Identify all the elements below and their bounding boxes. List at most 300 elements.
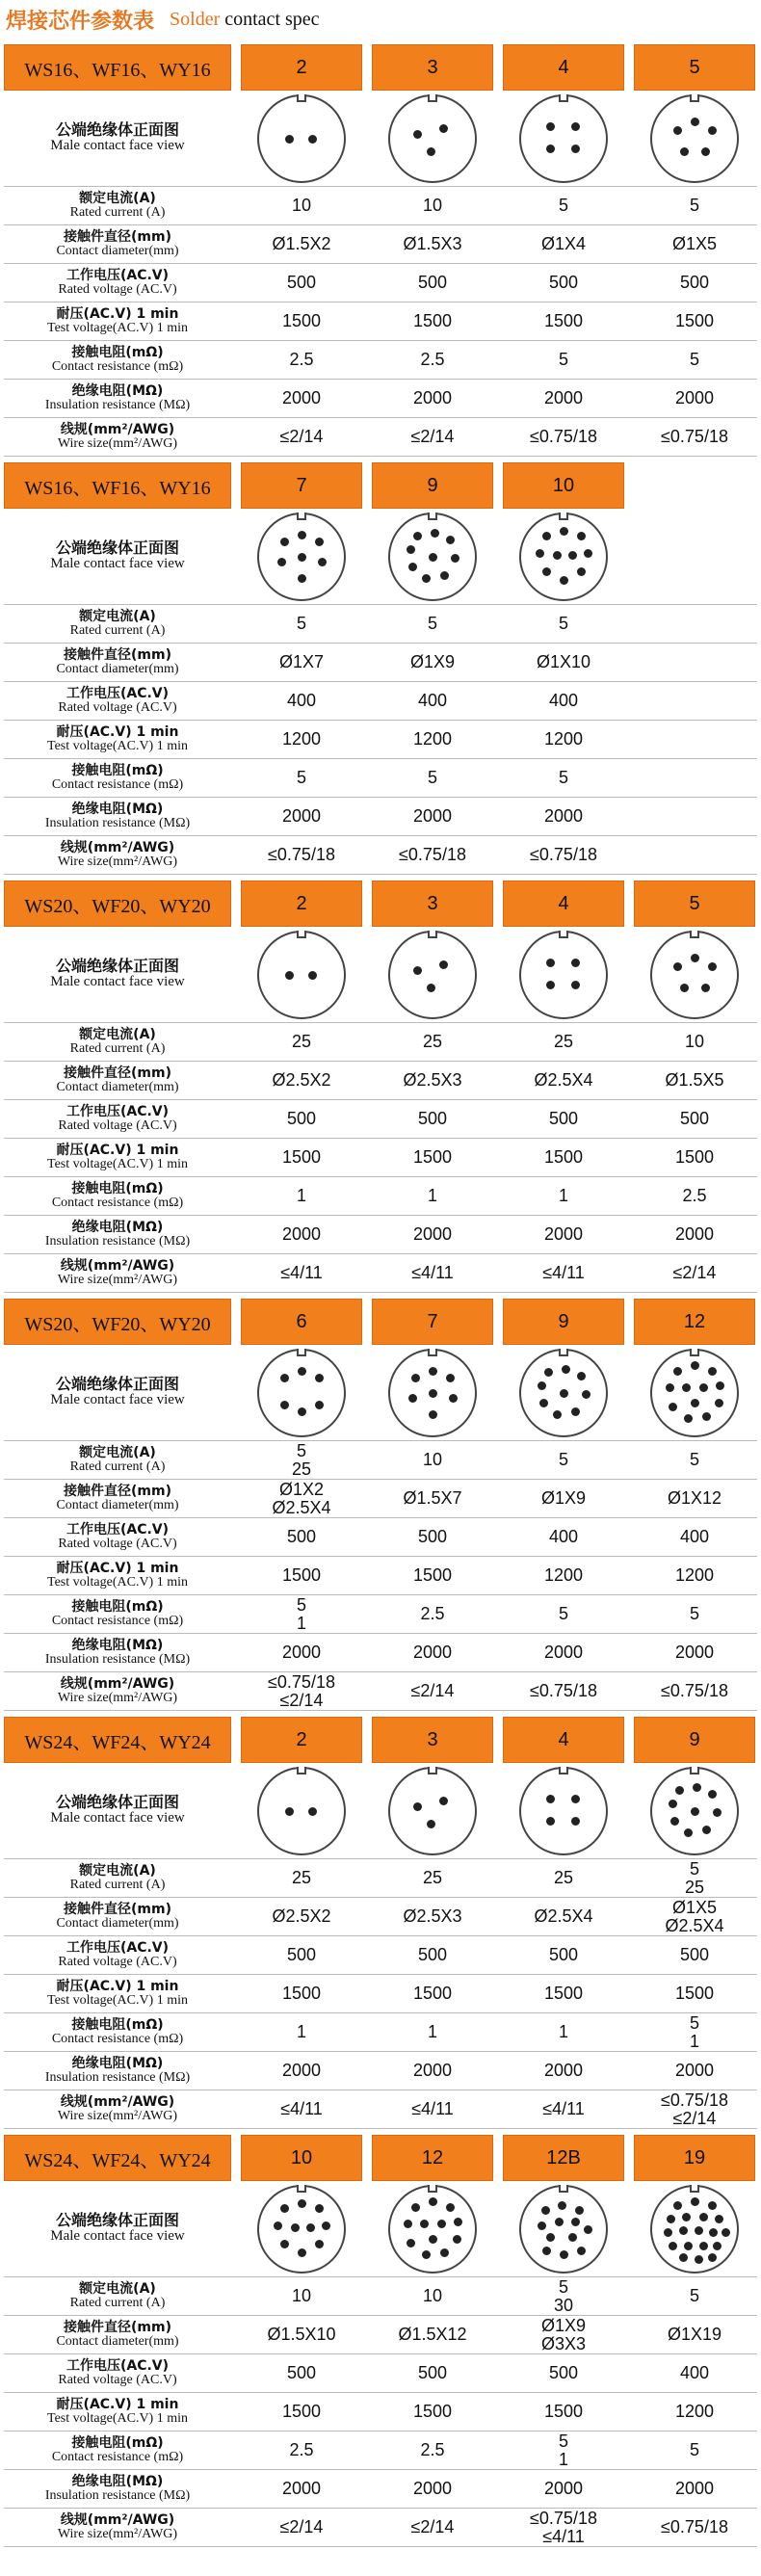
row-label-en: Wire size(mm²/AWG): [57, 2108, 178, 2123]
spec-value-line: 1200: [543, 1565, 584, 1586]
spec-value-line: ≤2/14: [672, 1263, 717, 1283]
spec-value-line: 500: [417, 1945, 448, 1965]
spec-value: [634, 1672, 755, 1710]
spec-value-line: 1500: [674, 311, 715, 331]
row-label-zh: 工作电压(AC.V): [66, 685, 170, 701]
spec-value-line: 1: [689, 2031, 699, 2051]
spec-value-line: 1500: [281, 2402, 322, 2422]
spec-value-line: 2000: [543, 2479, 584, 2499]
face-view-row: [4, 91, 757, 187]
row-label: [4, 682, 231, 720]
row-label-zh: 绝缘电阻(MΩ): [71, 1637, 164, 1653]
row-label-zh: 绝缘电阻(MΩ): [71, 2055, 164, 2071]
connector-face-diagram: [257, 94, 346, 183]
pin-dot: [584, 549, 592, 558]
spec-value: [372, 1100, 493, 1138]
row-label-zh: 接触电阻(mΩ): [71, 762, 164, 778]
connector-face-diagram: [257, 1349, 346, 1437]
spec-value: [241, 1100, 362, 1138]
connector-face-diagram: [257, 2185, 346, 2274]
pin-dot: [568, 2233, 577, 2242]
face-view-cell: [634, 1345, 755, 1440]
spec-value-line: 1500: [674, 1147, 715, 1168]
pin-dot: [679, 2226, 688, 2235]
spec-value-line: 5: [689, 196, 699, 216]
spec-value: [372, 1062, 493, 1099]
pin-dot: [716, 1381, 724, 1390]
row-label-en: Male contact face view: [50, 974, 185, 990]
title-zh: [6, 5, 154, 35]
pin-dot: [699, 1383, 708, 1392]
pin-dot: [315, 1401, 324, 1409]
pin-dot: [411, 1374, 420, 1382]
spec-value-line: ≤4/11: [280, 2099, 323, 2119]
pin-dot: [702, 1826, 711, 1834]
pin-dot: [577, 1372, 586, 1380]
connector-face-diagram: [388, 513, 477, 601]
face-view-cell: [634, 1763, 755, 1858]
spec-row-ins: [4, 1216, 757, 1254]
row-label: [4, 1254, 231, 1292]
spec-value-line: 2.5: [420, 2440, 445, 2460]
spec-value-line: ≤4/11: [411, 2099, 454, 2119]
spec-value: [241, 264, 362, 302]
connector-face-diagram: [519, 94, 608, 183]
pin-dot: [546, 981, 555, 989]
spec-row-test: [4, 2393, 757, 2431]
pin-dot: [404, 2220, 412, 2228]
row-label-zh: 线规(mm²/AWG): [60, 2093, 175, 2110]
pin-dot: [673, 1367, 682, 1376]
face-view-cell: [372, 927, 493, 1022]
spec-value-line: 500: [417, 273, 448, 293]
pin-dot: [708, 2201, 717, 2210]
pin-dot: [562, 1365, 570, 1374]
spec-value-line: 5: [558, 1450, 568, 1470]
spec-value: [503, 1936, 624, 1974]
spec-value-line: 2000: [674, 1643, 715, 1663]
row-label: [4, 187, 231, 224]
spec-value-line: 30: [553, 2295, 574, 2315]
row-label: [4, 1177, 231, 1215]
spec-row-volt: [4, 1936, 757, 1975]
connector-face-diagram: [650, 1767, 739, 1855]
series-label: WS20、WF20、WY20: [4, 881, 231, 927]
pin-dot: [439, 960, 448, 969]
spec-value: [503, 1441, 624, 1479]
pin-dot: [280, 538, 289, 546]
spec-value: [634, 264, 755, 302]
spec-value: [503, 1898, 624, 1935]
face-view-cell: [503, 1345, 624, 1440]
block-header: [4, 1299, 757, 1345]
row-label-en: Contact diameter(mm): [56, 2333, 179, 2349]
face-view-cell: [372, 1345, 493, 1440]
row-label: [4, 264, 231, 302]
pin-dot: [555, 2218, 564, 2226]
pin-dot: [413, 966, 422, 975]
spec-value: [241, 341, 362, 379]
spec-value: [503, 341, 624, 379]
spec-value: [372, 1898, 493, 1935]
face-view-cell: [503, 927, 624, 1022]
series-label: WS24、WF24、WY24: [4, 2135, 231, 2181]
spec-value: [503, 1518, 624, 1556]
spec-value: [634, 1518, 755, 1556]
spec-value: [634, 1139, 755, 1176]
pin-dot: [571, 1407, 580, 1416]
spec-row-test: [4, 721, 757, 759]
spec-row-ins: [4, 1634, 757, 1672]
spec-value-line: ≤0.75/18: [661, 1681, 728, 1701]
face-view-cell: [241, 91, 362, 186]
key-notch: [428, 1349, 437, 1356]
spec-value: [241, 2509, 362, 2546]
spec-value-line: 1: [427, 2022, 437, 2042]
row-label-zh: 线规(mm²/AWG): [60, 1257, 175, 1274]
spec-value-line: 2.5: [289, 350, 314, 370]
spec-value-line: Ø2.5X4: [534, 1070, 593, 1091]
spec-value: [372, 1672, 493, 1710]
pin-count-header: 12B: [503, 2135, 624, 2181]
spec-row-wire: [4, 2090, 757, 2129]
spec-row-current: [4, 187, 757, 225]
spec-value: [503, 2013, 624, 2051]
row-label-zh: 线规(mm²/AWG): [60, 421, 175, 437]
spec-value-line: 2000: [281, 1224, 322, 1245]
spec-value: [503, 644, 624, 681]
pin-dot: [691, 1807, 699, 1816]
pin-dot: [669, 1403, 677, 1411]
pin-dot: [675, 1786, 684, 1795]
row-label-en: Contact diameter(mm): [56, 243, 179, 258]
spec-value-line: 2000: [412, 806, 453, 827]
spec-value-line: 1500: [412, 311, 453, 331]
spec-value: [634, 2052, 755, 2090]
spec-value-line: 2000: [281, 2061, 322, 2081]
row-label: [4, 2354, 231, 2392]
spec-value: [503, 1023, 624, 1061]
face-view-cell: [503, 2181, 624, 2276]
spec-value: [372, 2013, 493, 2051]
pin-count-header: 10: [241, 2135, 362, 2181]
spec-value-line: 2.5: [682, 1186, 707, 1206]
row-label-zh: 线规(mm²/AWG): [60, 1675, 175, 1692]
pin-dot: [582, 1390, 590, 1399]
spec-value-line: ≤4/11: [280, 1263, 323, 1283]
spec-value-line: ≤2/14: [672, 2108, 717, 2128]
spec-value-line: 500: [548, 2363, 579, 2383]
pin-dot: [542, 567, 551, 576]
spec-value: [372, 2316, 493, 2353]
spec-value-line: 2.5: [289, 2440, 314, 2460]
row-label-en: Rated current (A): [69, 1040, 166, 1056]
spec-value: [241, 1254, 362, 1292]
pin-dot: [280, 1401, 289, 1409]
connector-face-diagram: [650, 1349, 739, 1437]
row-label: [4, 341, 231, 379]
pin-count-header: 9: [503, 1299, 624, 1345]
key-notch: [690, 2185, 699, 2193]
row-label-zh: 工作电压(AC.V): [66, 2357, 170, 2374]
pin-dot: [695, 2255, 703, 2264]
pin-dot: [439, 1797, 448, 1805]
spec-value: [241, 1595, 362, 1633]
pin-dot: [701, 984, 710, 992]
row-label-en: Wire size(mm²/AWG): [57, 435, 178, 451]
face-view-cell: [503, 91, 624, 186]
row-label: [4, 798, 231, 835]
row-label-en: Rated voltage (AC.V): [58, 1117, 177, 1133]
pin-dot: [571, 959, 580, 967]
pin-dot: [708, 1367, 717, 1376]
spec-value-line: 2000: [281, 806, 322, 827]
connector-face-diagram: [519, 2185, 608, 2274]
pin-count-header: 12: [634, 1299, 755, 1345]
pin-dot: [411, 2203, 420, 2212]
spec-value: [241, 1859, 362, 1897]
spec-value: [372, 1216, 493, 1253]
spec-value-line: 2000: [412, 1224, 453, 1245]
row-label-en: Contact resistance (mΩ): [51, 1613, 184, 1628]
row-label: [4, 418, 231, 456]
key-notch: [428, 2185, 437, 2193]
row-label: [4, 1898, 231, 1935]
pin-dot: [679, 2253, 688, 2262]
spec-value-line: ≤2/14: [410, 1681, 455, 1701]
row-label: [4, 225, 231, 263]
spec-value-line: ≤0.75/18: [661, 2517, 728, 2537]
face-view-cell: [372, 91, 493, 186]
key-notch: [297, 513, 306, 520]
spec-row-current: [4, 1023, 757, 1062]
row-label-zh: 绝缘电阻(MΩ): [71, 382, 164, 399]
row-label-zh: 工作电压(AC.V): [66, 267, 170, 283]
spec-value: [241, 1480, 362, 1517]
row-label-zh: 耐压(AC.V) 1 min: [56, 1142, 179, 1158]
row-label-zh: 额定电流(A): [79, 2280, 156, 2297]
spec-value-line: Ø2.5X4: [534, 1906, 593, 1927]
spec-value-line: 5: [689, 2440, 699, 2460]
spec-value: [372, 1936, 493, 1974]
spec-value: [503, 2052, 624, 2090]
row-label-zh: 接触件直径(mm): [64, 228, 171, 245]
connector-face-diagram: [388, 94, 477, 183]
spec-value-line: ≤0.75/18: [661, 2090, 728, 2110]
pin-dot: [306, 2223, 315, 2232]
spec-value-line: ≤4/11: [542, 1263, 585, 1283]
spec-value-line: 5: [427, 614, 437, 634]
spec-value: [634, 2431, 755, 2469]
pin-dot: [285, 971, 294, 980]
spec-value-line: 1500: [412, 1565, 453, 1586]
pin-dot: [577, 532, 586, 540]
spec-value: [241, 2316, 362, 2353]
pin-count-header: 4: [503, 881, 624, 927]
spec-value-line: ≤2/14: [279, 2517, 324, 2537]
spec-row-res: [4, 1595, 757, 1634]
pin-dot: [413, 532, 422, 540]
spec-value: [241, 1936, 362, 1974]
spec-value: [241, 836, 362, 874]
pin-dot: [669, 2242, 677, 2250]
row-label-en: Wire size(mm²/AWG): [57, 2526, 178, 2541]
pin-dot: [546, 959, 555, 967]
spec-value-line: 5: [558, 350, 568, 370]
spec-value-line: ≤2/14: [410, 427, 455, 447]
pin-dot: [413, 130, 422, 139]
row-label-en: Insulation resistance (MΩ): [44, 815, 191, 830]
connector-face-diagram: [388, 1767, 477, 1855]
key-notch: [428, 1767, 437, 1774]
spec-row-ins: [4, 798, 757, 836]
spec-value-line: 2000: [281, 1643, 322, 1663]
spec-value: [241, 418, 362, 456]
pin-dot: [291, 2223, 300, 2232]
row-label-zh: 额定电流(A): [79, 1026, 156, 1042]
row-label: [4, 605, 231, 643]
spec-value-line: 1500: [412, 1147, 453, 1168]
spec-row-ins: [4, 380, 757, 418]
pin-dot: [673, 2201, 682, 2210]
pin-count-header: 19: [634, 2135, 755, 2181]
spec-value-line: 2000: [674, 2061, 715, 2081]
row-label: [4, 1518, 231, 1556]
spec-value-line: 1200: [412, 729, 453, 749]
pin-dot: [407, 2239, 415, 2247]
spec-value: [241, 2393, 362, 2431]
spec-value: [503, 1100, 624, 1138]
pin-dot: [693, 1783, 701, 1792]
pin-dot: [280, 2240, 289, 2248]
spec-value-line: Ø1.5X10: [267, 2325, 336, 2345]
spec-value: [241, 2354, 362, 2392]
spec-value-line: 2000: [674, 2479, 715, 2499]
spec-value-line: Ø1X7: [278, 652, 325, 672]
pin-dot: [546, 1817, 555, 1826]
spec-row-current: [4, 1859, 757, 1898]
spec-value-line: 5: [689, 1858, 699, 1879]
spec-value: [634, 1595, 755, 1633]
pin-count-header: 2: [241, 881, 362, 927]
pin-dot: [667, 2215, 675, 2223]
spec-value: [503, 1595, 624, 1633]
pin-dot: [451, 554, 459, 563]
row-label-en: Male contact face view: [50, 556, 185, 572]
spec-value-line: 1500: [281, 1565, 322, 1586]
pin-count-header: 10: [503, 462, 624, 509]
key-notch: [428, 513, 437, 520]
spec-value-line: 400: [679, 2363, 710, 2383]
spec-value: [503, 302, 624, 340]
spec-value: [503, 1254, 624, 1292]
spec-value: [372, 264, 493, 302]
spec-value: [634, 1023, 755, 1061]
row-label-en: Male contact face view: [50, 1810, 185, 1827]
pin-dot: [440, 2248, 449, 2257]
spec-row-diam: [4, 1062, 757, 1100]
block-header: [4, 1717, 757, 1763]
spec-value-line: 1: [296, 1186, 306, 1206]
block-header: [4, 881, 757, 927]
spec-value: [372, 2052, 493, 2090]
key-notch: [559, 94, 568, 102]
spec-value-line: 25: [684, 1877, 705, 1897]
spec-row-res: [4, 1177, 757, 1216]
row-label-zh: 绝缘电阻(MΩ): [71, 801, 164, 817]
row-label-zh: 公端绝缘体正面图: [55, 1375, 179, 1394]
row-label: [4, 1216, 231, 1253]
spec-value-line: 500: [679, 1945, 710, 1965]
spec-value: [372, 1557, 493, 1594]
pin-dot: [670, 1817, 679, 1826]
pin-dot: [413, 1802, 422, 1811]
pin-dot: [571, 2218, 580, 2226]
row-label-en: Rated current (A): [69, 1877, 166, 1892]
key-notch: [559, 1349, 568, 1356]
spec-value-line: ≤0.75/18: [530, 1681, 597, 1701]
spec-value-line: 1200: [674, 1565, 715, 1586]
row-label-zh: 接触件直径(mm): [64, 1065, 171, 1081]
pin-dot: [429, 553, 437, 562]
spec-value-line: ≤0.75/18: [399, 845, 466, 865]
spec-value: [372, 302, 493, 340]
pin-dot: [691, 1361, 699, 1370]
spec-value-line: 500: [286, 273, 317, 293]
spec-value: [372, 644, 493, 681]
spec-block-5: [4, 2135, 757, 2547]
row-label: [4, 721, 231, 758]
pin-dot: [708, 126, 717, 135]
pin-dot: [285, 1807, 294, 1816]
block-header: [4, 462, 757, 509]
pin-dot: [699, 2213, 708, 2221]
spec-value: [503, 1634, 624, 1671]
row-label-en: Insulation resistance (MΩ): [44, 2487, 191, 2503]
face-view-row: [4, 2181, 757, 2277]
row-label: [4, 1023, 231, 1061]
spec-block-2: [4, 881, 757, 1293]
spec-value-line: 500: [286, 1945, 317, 1965]
spec-value-line: 5: [296, 1440, 306, 1460]
spec-value-line: 25: [553, 1032, 574, 1052]
spec-row-volt: [4, 682, 757, 721]
spec-value: [372, 1023, 493, 1061]
pin-dot: [429, 2235, 437, 2244]
spec-value-line: 2000: [543, 1224, 584, 1245]
pin-dot: [439, 124, 448, 133]
row-label-en: Rated voltage (AC.V): [58, 281, 177, 297]
face-view-cell: [241, 1345, 362, 1440]
pin-dot: [664, 2228, 672, 2237]
spec-value: [634, 1177, 755, 1215]
key-notch: [428, 94, 437, 102]
row-label: [4, 2431, 231, 2469]
block-header: [4, 44, 757, 91]
pin-dot: [584, 2225, 592, 2234]
pin-dot: [571, 122, 580, 131]
pin-dot: [437, 2220, 446, 2228]
spec-value: [372, 2470, 493, 2508]
row-label: [4, 759, 231, 797]
spec-value-line: 400: [679, 1527, 710, 1547]
spec-value-line: Ø1.5X2: [272, 234, 331, 254]
pin-dot: [568, 551, 577, 560]
connector-face-diagram: [519, 931, 608, 1019]
spec-value: [503, 1975, 624, 2012]
spec-value-line: 2000: [412, 2479, 453, 2499]
row-label-zh: 耐压(AC.V) 1 min: [56, 723, 179, 740]
